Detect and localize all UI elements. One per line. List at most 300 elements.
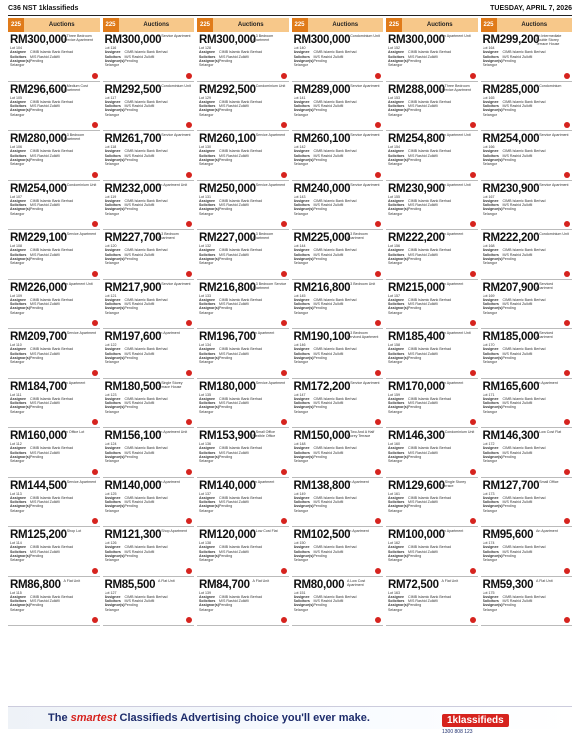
assignee-row: Assignee CIMB Islamic Bank Berhad: [199, 495, 262, 500]
listing-item[interactable]: [8, 32, 100, 82]
section-number: 225: [386, 18, 402, 32]
listing-item[interactable]: [103, 181, 195, 231]
listing-item[interactable]: [8, 577, 100, 627]
solicitors-row: Solicitors M/S Rashid Zulkifli: [293, 500, 344, 505]
assignor-row: Assignor(s)Pending: [482, 603, 516, 608]
solicitors-row: Solicitors M/S Rashid Zulkifli: [10, 153, 60, 158]
listing-item[interactable]: [103, 379, 195, 429]
assignor-row: Assignor(s)Pending: [104, 504, 138, 509]
assignor-row: Assignor(s)Pending: [199, 108, 233, 113]
assignee-row: Assignee CIMB Islamic Bank Berhad: [104, 594, 168, 599]
listing-item[interactable]: [292, 181, 384, 231]
solicitors-row: Solicitors M/S Rashid Zulkifli: [104, 252, 155, 257]
info-icon: [92, 320, 98, 326]
listing-item[interactable]: [386, 82, 478, 132]
listing-item[interactable]: [197, 379, 289, 429]
listing-item[interactable]: [197, 181, 289, 231]
listing-item[interactable]: [197, 478, 289, 528]
listing-item[interactable]: [8, 230, 100, 280]
assignor-row: Assignor(s)Pending: [293, 603, 327, 608]
lot-number: Lot 113: [10, 491, 22, 496]
auction-column: [197, 18, 289, 704]
lot-number: Lot 133: [199, 293, 211, 298]
property-type: A Service Apartment: [63, 331, 97, 335]
section-label: Auctions: [332, 22, 359, 28]
page-date: TUESDAY, APRIL 7, 2026: [490, 5, 572, 12]
lot-number: Lot 135: [199, 392, 211, 397]
listing-item[interactable]: [103, 82, 195, 132]
listing-item[interactable]: [103, 32, 195, 82]
listing-address: Selangor: [293, 508, 308, 513]
solicitors-row: Solicitors M/S Rashid Zulkifli: [10, 302, 60, 307]
listing-address: Selangor: [482, 360, 497, 365]
info-icon: [564, 73, 570, 79]
listing-item[interactable]: [481, 379, 573, 429]
lot-number: Lot 105: [10, 95, 22, 100]
listing-item[interactable]: [8, 131, 100, 181]
listing-item[interactable]: [103, 280, 195, 330]
info-icon: [375, 568, 381, 574]
listing-price: RM225,000: [293, 232, 351, 244]
listing-price: RM180,500: [104, 380, 162, 393]
listing-price: RM146,300: [388, 430, 445, 442]
listing-price: RM180,000: [199, 380, 256, 393]
property-type: An Apartment: [252, 331, 275, 335]
info-icon: [470, 518, 476, 524]
listing-address: Selangor: [10, 211, 25, 216]
info-icon: [375, 73, 381, 79]
listing-item[interactable]: [386, 329, 478, 379]
listing-item[interactable]: [8, 181, 100, 231]
assignor-row: Assignor(s)Pending: [293, 207, 327, 212]
property-type: An Apartment Unit: [441, 133, 471, 137]
listing-item[interactable]: [8, 379, 100, 429]
assignee-row: Assignee CIMB Islamic Bank Berhad: [293, 347, 357, 352]
listing-item[interactable]: [292, 527, 384, 577]
solicitors-row: Solicitors M/S Rashid Zulkifli: [293, 351, 344, 356]
assignor-row: Assignor(s)Pending: [104, 603, 138, 608]
listing-item[interactable]: [386, 280, 478, 330]
lot-number: Lot 131: [199, 194, 211, 199]
listing-price: RM300,000: [10, 34, 67, 46]
assignor-row: Assignor(s)Pending: [199, 553, 233, 558]
listing-price: RM196,700: [199, 331, 256, 343]
assignor-row: Assignor(s)Pending: [388, 355, 422, 360]
listing-address: Selangor: [482, 162, 497, 167]
listing-item[interactable]: [292, 577, 384, 627]
solicitors-row: Solicitors M/S Rashid Zulkifli: [293, 302, 344, 307]
solicitors-row: Solicitors M/S Rashid Zulkifli: [199, 351, 249, 356]
listing-price: RM289,000: [293, 83, 351, 96]
info-icon: [564, 568, 570, 574]
lot-number: Lot 121: [104, 293, 117, 298]
listing-address: Selangor: [293, 310, 308, 315]
listing-item[interactable]: [8, 428, 100, 478]
assignee-row: Assignee CIMB Islamic Bank Berhad: [482, 594, 546, 599]
property-type: A Condominium Unit: [63, 182, 97, 187]
listing-item[interactable]: [8, 280, 100, 330]
listing-item[interactable]: [292, 329, 384, 379]
assignee-row: Assignee CIMB Islamic Bank Berhad: [104, 149, 168, 154]
property-type: A Condominium Unit: [441, 430, 475, 434]
assignor-row: Assignor(s)Pending: [482, 306, 516, 311]
assignee-row: Assignee CIMB Islamic Bank Berhad: [482, 495, 546, 500]
property-type: A Service Apartment: [347, 182, 380, 187]
section-number: 225: [481, 18, 497, 32]
solicitors-row: Solicitors M/S Rashid Zulkifli: [482, 153, 533, 158]
listing-item[interactable]: [481, 131, 573, 181]
lot-number: Lot 165: [482, 95, 495, 100]
column-header: [292, 18, 384, 32]
assignee-row: Assignee CIMB Islamic Bank Berhad: [199, 545, 262, 550]
assignee-row: Assignee CIMB Islamic Bank Berhad: [482, 347, 546, 352]
assignor-row: Assignor(s)Pending: [482, 355, 516, 360]
listing-item[interactable]: [8, 82, 100, 132]
info-icon: [470, 370, 476, 376]
assignor-row: Assignor(s)Pending: [104, 157, 138, 162]
lot-number: Lot 170: [482, 343, 495, 347]
listing-price: RM254,000: [482, 133, 540, 145]
assignor-row: Assignor(s)Pending: [482, 157, 516, 162]
listing-item[interactable]: [103, 478, 195, 528]
listing-item[interactable]: [292, 280, 384, 330]
assignor-row: Assignor(s)Pending: [199, 454, 233, 459]
info-icon: [375, 221, 381, 227]
solicitors-row: Solicitors M/S Rashid Zulkifli: [482, 203, 533, 208]
listing-address: Selangor: [388, 63, 403, 68]
solicitors-row: Solicitors M/S Rashid Zulkifli: [482, 549, 533, 554]
listing-item[interactable]: [103, 329, 195, 379]
info-icon: [186, 370, 192, 376]
listing-item[interactable]: [386, 131, 478, 181]
listing-item[interactable]: [481, 329, 573, 379]
listing-price: RM72,500: [388, 578, 439, 591]
listing-address: Selangor: [10, 162, 25, 167]
listing-address: Selangor: [10, 310, 25, 315]
listing-price: RM170,000: [388, 380, 445, 393]
listing-price: RM216,800: [293, 281, 351, 294]
property-type: A Serviced Apartment: [536, 331, 554, 339]
property-type: An Apartment Unit: [441, 182, 471, 187]
info-icon: [92, 419, 98, 425]
solicitors-row: Solicitors M/S Rashid Zulkifli: [482, 599, 533, 604]
info-icon: [564, 320, 570, 326]
auction-column: [292, 18, 384, 704]
listing-item[interactable]: [197, 131, 289, 181]
solicitors-row: Solicitors M/S Rashid Zulkifli: [388, 153, 438, 158]
listing-item[interactable]: [386, 527, 478, 577]
assignor-row: Assignor(s)Pending: [293, 405, 327, 410]
assignee-row: Assignee CIMB Islamic Bank Berhad: [293, 297, 357, 302]
info-icon: [281, 271, 287, 277]
property-type: An Apartment: [158, 479, 180, 484]
section-number: 225: [8, 18, 24, 32]
info-icon: [470, 271, 476, 277]
assignor-row: Assignor(s)Pending: [293, 256, 327, 261]
property-type: An Apartment: [441, 281, 464, 286]
info-icon: [186, 419, 192, 425]
lot-number: Lot 160: [388, 442, 400, 446]
assignor-row: Assignor(s)Pending: [482, 58, 516, 63]
assignor-row: Assignor(s)Pending: [293, 157, 327, 162]
listing-price: RM222,200: [388, 232, 445, 244]
listing-item[interactable]: [481, 478, 573, 528]
assignee-row: Assignee CIMB Islamic Bank Berhad: [388, 396, 451, 401]
lot-number: Lot 156: [388, 244, 400, 248]
listing-address: Selangor: [10, 360, 25, 365]
listing-address: Selangor: [293, 360, 308, 365]
assignee-row: Assignee CIMB Islamic Bank Berhad: [10, 347, 73, 352]
listing-address: Selangor: [104, 162, 119, 167]
listing-item[interactable]: [197, 32, 289, 82]
info-icon: [281, 320, 287, 326]
solicitors-row: Solicitors M/S Rashid Zulkifli: [199, 252, 249, 257]
listing-price: RM230,900: [482, 182, 540, 195]
lot-number: Lot 158: [388, 343, 400, 347]
listing-item[interactable]: [292, 428, 384, 478]
listing-address: Selangor: [482, 63, 497, 68]
listing-item[interactable]: [197, 527, 289, 577]
listing-address: Selangor: [104, 310, 119, 315]
info-icon: [375, 518, 381, 524]
assignor-row: Assignor(s)Pending: [388, 454, 422, 459]
info-icon: [281, 221, 287, 227]
listing-address: Selangor: [482, 112, 497, 117]
assignee-row: Assignee CIMB Islamic Bank Berhad: [293, 495, 357, 500]
solicitors-row: Solicitors M/S Rashid Zulkifli: [388, 351, 438, 356]
listing-price: RM222,200: [482, 232, 540, 244]
assignee-row: Assignee CIMB Islamic Bank Berhad: [388, 594, 451, 599]
listing-item[interactable]: [103, 230, 195, 280]
lot-number: Lot 114: [10, 541, 22, 545]
property-type: A 3 Bedroom Serviced Apartment: [347, 331, 379, 339]
listing-item[interactable]: [103, 527, 195, 577]
listing-address: Selangor: [388, 162, 403, 167]
assignee-row: Assignee CIMB Islamic Bank Berhad: [199, 446, 262, 451]
assignee-row: Assignee CIMB Islamic Bank Berhad: [199, 594, 262, 599]
listing-item[interactable]: [292, 82, 384, 132]
listing-address: Selangor: [482, 409, 497, 414]
assignor-row: Assignor(s)Pending: [104, 405, 138, 410]
solicitors-row: Solicitors M/S Rashid Zulkifli: [388, 549, 438, 554]
listing-price: RM197,600: [104, 331, 162, 343]
listing-item[interactable]: [481, 32, 573, 82]
assignor-row: Assignor(s)Pending: [482, 553, 516, 558]
assignor-row: Assignor(s)Pending: [199, 58, 233, 63]
assignee-row: Assignee CIMB Islamic Bank Berhad: [104, 396, 168, 401]
listing-price: RM232,000: [104, 182, 162, 195]
listing-address: Selangor: [388, 261, 403, 266]
lot-number: Lot 172: [482, 442, 495, 446]
listing-item[interactable]: [103, 577, 195, 627]
property-type: An Apartment: [536, 380, 558, 385]
assignor-row: Assignor(s)Pending: [293, 58, 327, 63]
assignee-row: Assignee CIMB Islamic Bank Berhad: [388, 347, 451, 352]
listing-item[interactable]: [386, 230, 478, 280]
listing-item[interactable]: [103, 428, 195, 478]
listing-item[interactable]: [481, 82, 573, 132]
property-type: A Service Apartment: [536, 182, 569, 187]
listing-item[interactable]: [8, 478, 100, 528]
assignor-row: Assignor(s)Pending: [199, 355, 233, 360]
info-icon: [375, 320, 381, 326]
lot-number: Lot 134: [199, 343, 211, 347]
property-type: An Intermediate Double Storey Terrace House: [536, 34, 562, 46]
listing-price: RM217,900: [104, 281, 162, 294]
section-label: Auctions: [143, 22, 170, 28]
listing-item[interactable]: [8, 329, 100, 379]
listing-item[interactable]: [197, 577, 289, 627]
assignee-row: Assignee CIMB Islamic Bank Berhad: [388, 446, 451, 451]
listing-item[interactable]: [197, 230, 289, 280]
property-type: A Flat Unit: [252, 578, 270, 583]
listing-address: Selangor: [482, 261, 497, 266]
assignor-row: Assignor(s)Pending: [10, 58, 44, 63]
lot-number: Lot 168: [482, 244, 495, 248]
property-type: A Shop Apartment: [158, 529, 187, 533]
assignor-row: Assignor(s)Pending: [482, 256, 516, 261]
listing-price: RM240,000: [293, 182, 351, 195]
solicitors-row: Solicitors M/S Rashid Zulkifli: [104, 450, 155, 455]
listing-item[interactable]: [481, 577, 573, 627]
solicitors-row: Solicitors M/S Rashid Zulkifli: [104, 302, 155, 307]
listing-address: Selangor: [10, 607, 25, 612]
info-icon: [281, 370, 287, 376]
solicitors-row: Solicitors M/S Rashid Zulkifli: [293, 450, 344, 455]
listing-grid: [8, 18, 572, 704]
property-type: A 3 Bedroom Unit: [347, 281, 376, 286]
listing-address: Selangor: [199, 508, 214, 513]
listing-address: Selangor: [199, 459, 214, 464]
section-number: 225: [292, 18, 308, 32]
listing-price: RM153,900: [199, 430, 256, 442]
listing-address: Selangor: [199, 409, 214, 414]
lot-number: Lot 112: [10, 442, 22, 446]
assignee-row: Assignee CIMB Islamic Bank Berhad: [482, 248, 546, 253]
listing-address: Selangor: [104, 607, 119, 612]
listing-item[interactable]: [197, 329, 289, 379]
info-icon: [281, 73, 287, 79]
property-type: A Condominium Unit: [252, 83, 286, 88]
info-icon: [470, 617, 476, 623]
listing-address: Selangor: [199, 360, 214, 365]
property-type: A Shop Lot: [63, 529, 82, 533]
listing-item[interactable]: [386, 577, 478, 627]
listing-address: Selangor: [388, 508, 403, 513]
lot-number: Lot 175: [482, 590, 495, 595]
listing-item[interactable]: [103, 131, 195, 181]
listing-item[interactable]: [197, 280, 289, 330]
listing-address: Selangor: [388, 558, 403, 563]
listing-item[interactable]: [292, 131, 384, 181]
listing-item[interactable]: [481, 428, 573, 478]
assignor-row: Assignor(s)Pending: [388, 553, 422, 558]
column-header: [8, 18, 100, 32]
info-icon: [186, 320, 192, 326]
assignee-row: Assignee CIMB Islamic Bank Berhad: [104, 50, 168, 55]
solicitors-row: Solicitors M/S Rashid Zulkifli: [482, 252, 533, 257]
assignor-row: Assignor(s)Pending: [199, 603, 233, 608]
property-type: A Three Bedroom Service Apartment: [63, 34, 93, 42]
ad-banner[interactable]: [8, 706, 572, 733]
info-icon: [281, 518, 287, 524]
listing-item[interactable]: [197, 428, 289, 478]
solicitors-row: Solicitors M/S Rashid Zulkifli: [388, 302, 438, 307]
lot-number: Lot 126: [104, 541, 117, 545]
property-type: A Service Apartment: [158, 133, 191, 137]
property-type: A Medium Cost Apartment: [63, 83, 88, 92]
listing-item[interactable]: [197, 82, 289, 132]
assignee-row: Assignee CIMB Islamic Bank Berhad: [199, 347, 262, 352]
listing-item[interactable]: [481, 280, 573, 330]
listing-address: Selangor: [293, 409, 308, 414]
assignor-row: Assignor(s)Pending: [10, 207, 44, 212]
lot-number: Lot 163: [388, 590, 400, 595]
assignor-row: Assignor(s)Pending: [10, 256, 44, 261]
listing-price: RM215,000: [388, 281, 445, 294]
section-label: Auctions: [426, 22, 453, 28]
assignor-row: Assignor(s)Pending: [293, 553, 327, 558]
listing-item[interactable]: [481, 230, 573, 280]
assignee-row: Assignee CIMB Islamic Bank Berhad: [482, 149, 546, 154]
listing-item[interactable]: [292, 379, 384, 429]
listing-item[interactable]: [386, 32, 478, 82]
listing-item[interactable]: [8, 527, 100, 577]
solicitors-row: Solicitors M/S Rashid Zulkifli: [104, 500, 155, 505]
listing-address: Selangor: [293, 558, 308, 563]
assignee-row: Assignee CIMB Islamic Bank Berhad: [10, 594, 73, 599]
property-type: An Apartment Unit: [441, 34, 471, 38]
listing-item[interactable]: [481, 181, 573, 231]
listing-price: RM146,300: [482, 430, 540, 442]
lot-number: Lot 150: [293, 541, 306, 545]
solicitors-row: Solicitors M/S Rashid Zulkifli: [10, 549, 60, 554]
listing-address: Selangor: [199, 112, 214, 117]
assignee-row: Assignee CIMB Islamic Bank Berhad: [10, 297, 73, 302]
property-type: An Apartment: [347, 529, 369, 533]
info-icon: [92, 469, 98, 475]
info-icon: [186, 221, 192, 227]
listing-item[interactable]: [481, 527, 573, 577]
lot-number: Lot 161: [388, 491, 400, 496]
info-icon: [186, 469, 192, 475]
assignor-row: Assignor(s)Pending: [104, 58, 138, 63]
listing-item[interactable]: [292, 478, 384, 528]
property-type: A Single Storey Terrace: [441, 479, 467, 488]
lot-number: Lot 117: [104, 95, 117, 100]
solicitors-row: Solicitors M/S Rashid Zulkifli: [388, 500, 438, 505]
lot-number: Lot 169: [482, 293, 495, 298]
assignee-row: Assignee CIMB Islamic Bank Berhad: [104, 545, 168, 550]
solicitors-row: Solicitors M/S Rashid Zulkifli: [199, 302, 249, 307]
assignor-row: Assignor(s)Pending: [199, 405, 233, 410]
listing-address: Selangor: [388, 409, 403, 414]
listing-item[interactable]: [386, 478, 478, 528]
listing-item[interactable]: [386, 379, 478, 429]
listing-price: RM260,100: [199, 133, 256, 145]
property-type: An Apartment Unit: [63, 281, 93, 286]
solicitors-row: Solicitors M/S Rashid Zulkifli: [199, 54, 249, 59]
assignor-row: Assignor(s)Pending: [388, 207, 422, 212]
listing-item[interactable]: [292, 32, 384, 82]
listing-item[interactable]: [386, 181, 478, 231]
lot-number: Lot 171: [482, 392, 495, 397]
listing-address: Selangor: [293, 211, 308, 216]
listing-item[interactable]: [292, 230, 384, 280]
listing-price: RM85,500: [104, 578, 156, 591]
listing-item[interactable]: [386, 428, 478, 478]
property-type: An Apartment: [441, 232, 464, 236]
